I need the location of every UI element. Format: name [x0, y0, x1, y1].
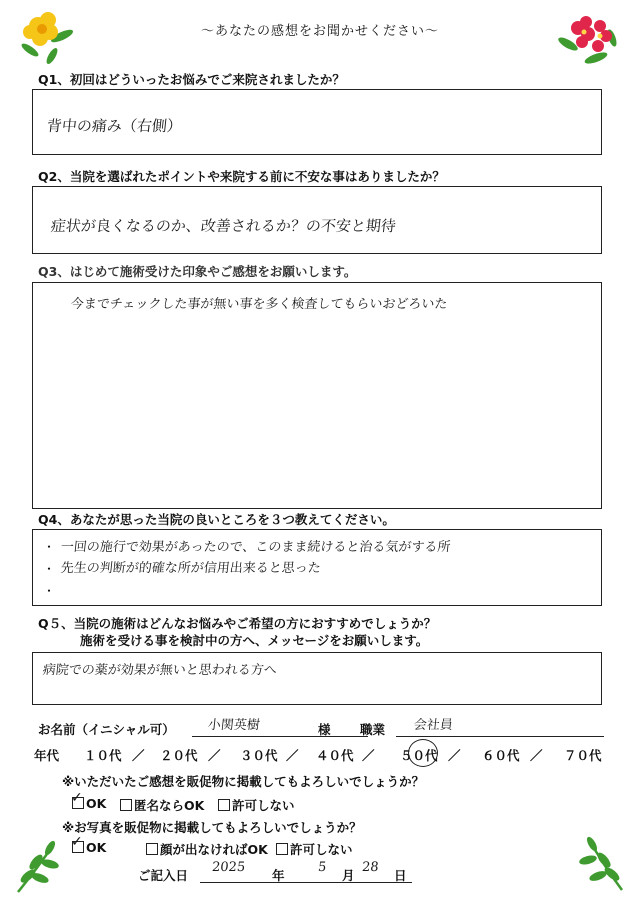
consent1-option-deny[interactable] [218, 796, 295, 814]
job-value[interactable]: 会社員 [413, 718, 454, 733]
day-value[interactable]: 28 [361, 860, 380, 875]
age-separator: ／ [286, 748, 299, 763]
consent2-option-ok[interactable] [71, 834, 107, 855]
q3-answer: 今までチェックした事が無い事を多く検査してもらいおどろいた [70, 297, 449, 312]
q4-bullet-mark-1: ・ [43, 540, 56, 554]
checkbox[interactable] [276, 843, 288, 855]
q4-bullet-mark-2: ・ [43, 562, 56, 576]
age-separator: ／ [208, 748, 221, 763]
consent1-option-ok[interactable] [71, 790, 107, 811]
age-option-40s[interactable]: ４０代 [316, 748, 354, 763]
q5-answer: 病院での薬が効果が無いと思われる方へ [42, 663, 278, 678]
age-separator: ／ [448, 748, 461, 763]
q2-question: Q2、当院を選ばれたポイントや来院する前に不安な事はありましたか？ [38, 169, 445, 184]
check-icon: ✓ [71, 790, 83, 806]
consent2-option-no-face[interactable] [146, 840, 268, 858]
consent2-option-no-face-label: 顔が出なければOK [160, 842, 268, 857]
q3-question: Q3、はじめて施術受けた印象やご感想をお願いします。 [38, 264, 357, 279]
consent2-question: ※お写真を販促物に掲載してもよろしいでしょうか？ [62, 820, 362, 835]
consent1-option-anonymous-label: 匿名ならOK [134, 798, 205, 813]
age-selected-circle [408, 739, 438, 767]
consent2-option-deny-label: 許可しない [290, 842, 353, 857]
date-underline [200, 882, 412, 883]
date-label: ご記入日 [138, 868, 189, 883]
age-separator: ／ [132, 748, 145, 763]
day-label: 日 [394, 868, 407, 883]
q2-answer-box[interactable] [32, 186, 602, 254]
q2-answer: 症状が良くなるのか、改善されるか？の不安と期待 [50, 217, 397, 235]
age-option-10s[interactable]: １０代 [84, 748, 122, 763]
honorific: 様 [318, 722, 331, 737]
q1-answer-box[interactable] [32, 89, 602, 155]
consent1-option-ok-label: OK [86, 796, 107, 811]
checkbox[interactable] [120, 799, 132, 811]
job-underline [396, 736, 604, 737]
red-flower-icon [556, 10, 620, 70]
leaf-sprig-left-icon [10, 836, 70, 896]
month-value[interactable]: 5 [317, 860, 328, 875]
q5-answer-box[interactable] [32, 652, 602, 705]
age-option-70s[interactable]: ７０代 [564, 748, 602, 763]
q3-answer-box[interactable] [32, 282, 602, 509]
age-separator: ／ [362, 748, 375, 763]
q1-answer: 背中の痛み（右側） [46, 117, 183, 135]
checkbox[interactable] [218, 799, 230, 811]
name-value[interactable]: 小関英樹 [207, 718, 261, 733]
month-label: 月 [342, 868, 355, 883]
year-label: 年 [272, 868, 285, 883]
age-option-50s[interactable]: ５０代 [400, 748, 438, 763]
consent2-option-deny[interactable] [276, 840, 353, 858]
consent1-option-anonymous[interactable] [120, 796, 204, 814]
q1-question: Q1、初回はどういったお悩みでご来院されましたか？ [38, 72, 345, 87]
q4-question: Q4、あなたが思った当院の良いところを３つ教えてください。 [38, 512, 395, 527]
age-option-20s[interactable]: ２０代 [160, 748, 198, 763]
leaf-sprig-right-icon [570, 830, 630, 894]
q4-answer-box[interactable] [32, 529, 602, 606]
consent2-option-ok-label: OK [86, 840, 107, 855]
checkbox[interactable] [146, 843, 158, 855]
q5-question-line2: 施術を受ける事を検討中の方へ、メッセージをお願いします。 [80, 633, 429, 648]
age-option-60s[interactable]: ６０代 [482, 748, 520, 763]
job-label: 職業 [360, 722, 386, 737]
age-label: 年代 [34, 748, 60, 763]
q4-bullet-mark-3: ・ [43, 584, 56, 598]
page-title: ～あなたの感想をお聞かせください～ [200, 24, 439, 39]
q4-bullet-1: 一回の施行で効果があったので、このまま続けると治る気がする所 [60, 540, 452, 555]
check-icon: ✓ [71, 834, 83, 850]
name-label: お名前（イニシャル可） [38, 722, 175, 737]
q5-question-line1: Q５、当院の施術はどんなお悩みやご希望の方におすすめでしょうか？ [38, 616, 437, 631]
age-separator: ／ [530, 748, 543, 763]
age-option-30s[interactable]: ３０代 [240, 748, 278, 763]
q4-bullet-2: 先生の判断が的確な所が信用出来ると思った [60, 561, 322, 576]
consent1-question: ※いただいたご感想を販促物に掲載してもよろしいでしょうか？ [62, 774, 425, 789]
name-underline [192, 736, 368, 737]
consent1-option-deny-label: 許可しない [232, 798, 295, 813]
year-value[interactable]: 2025 [211, 860, 246, 875]
